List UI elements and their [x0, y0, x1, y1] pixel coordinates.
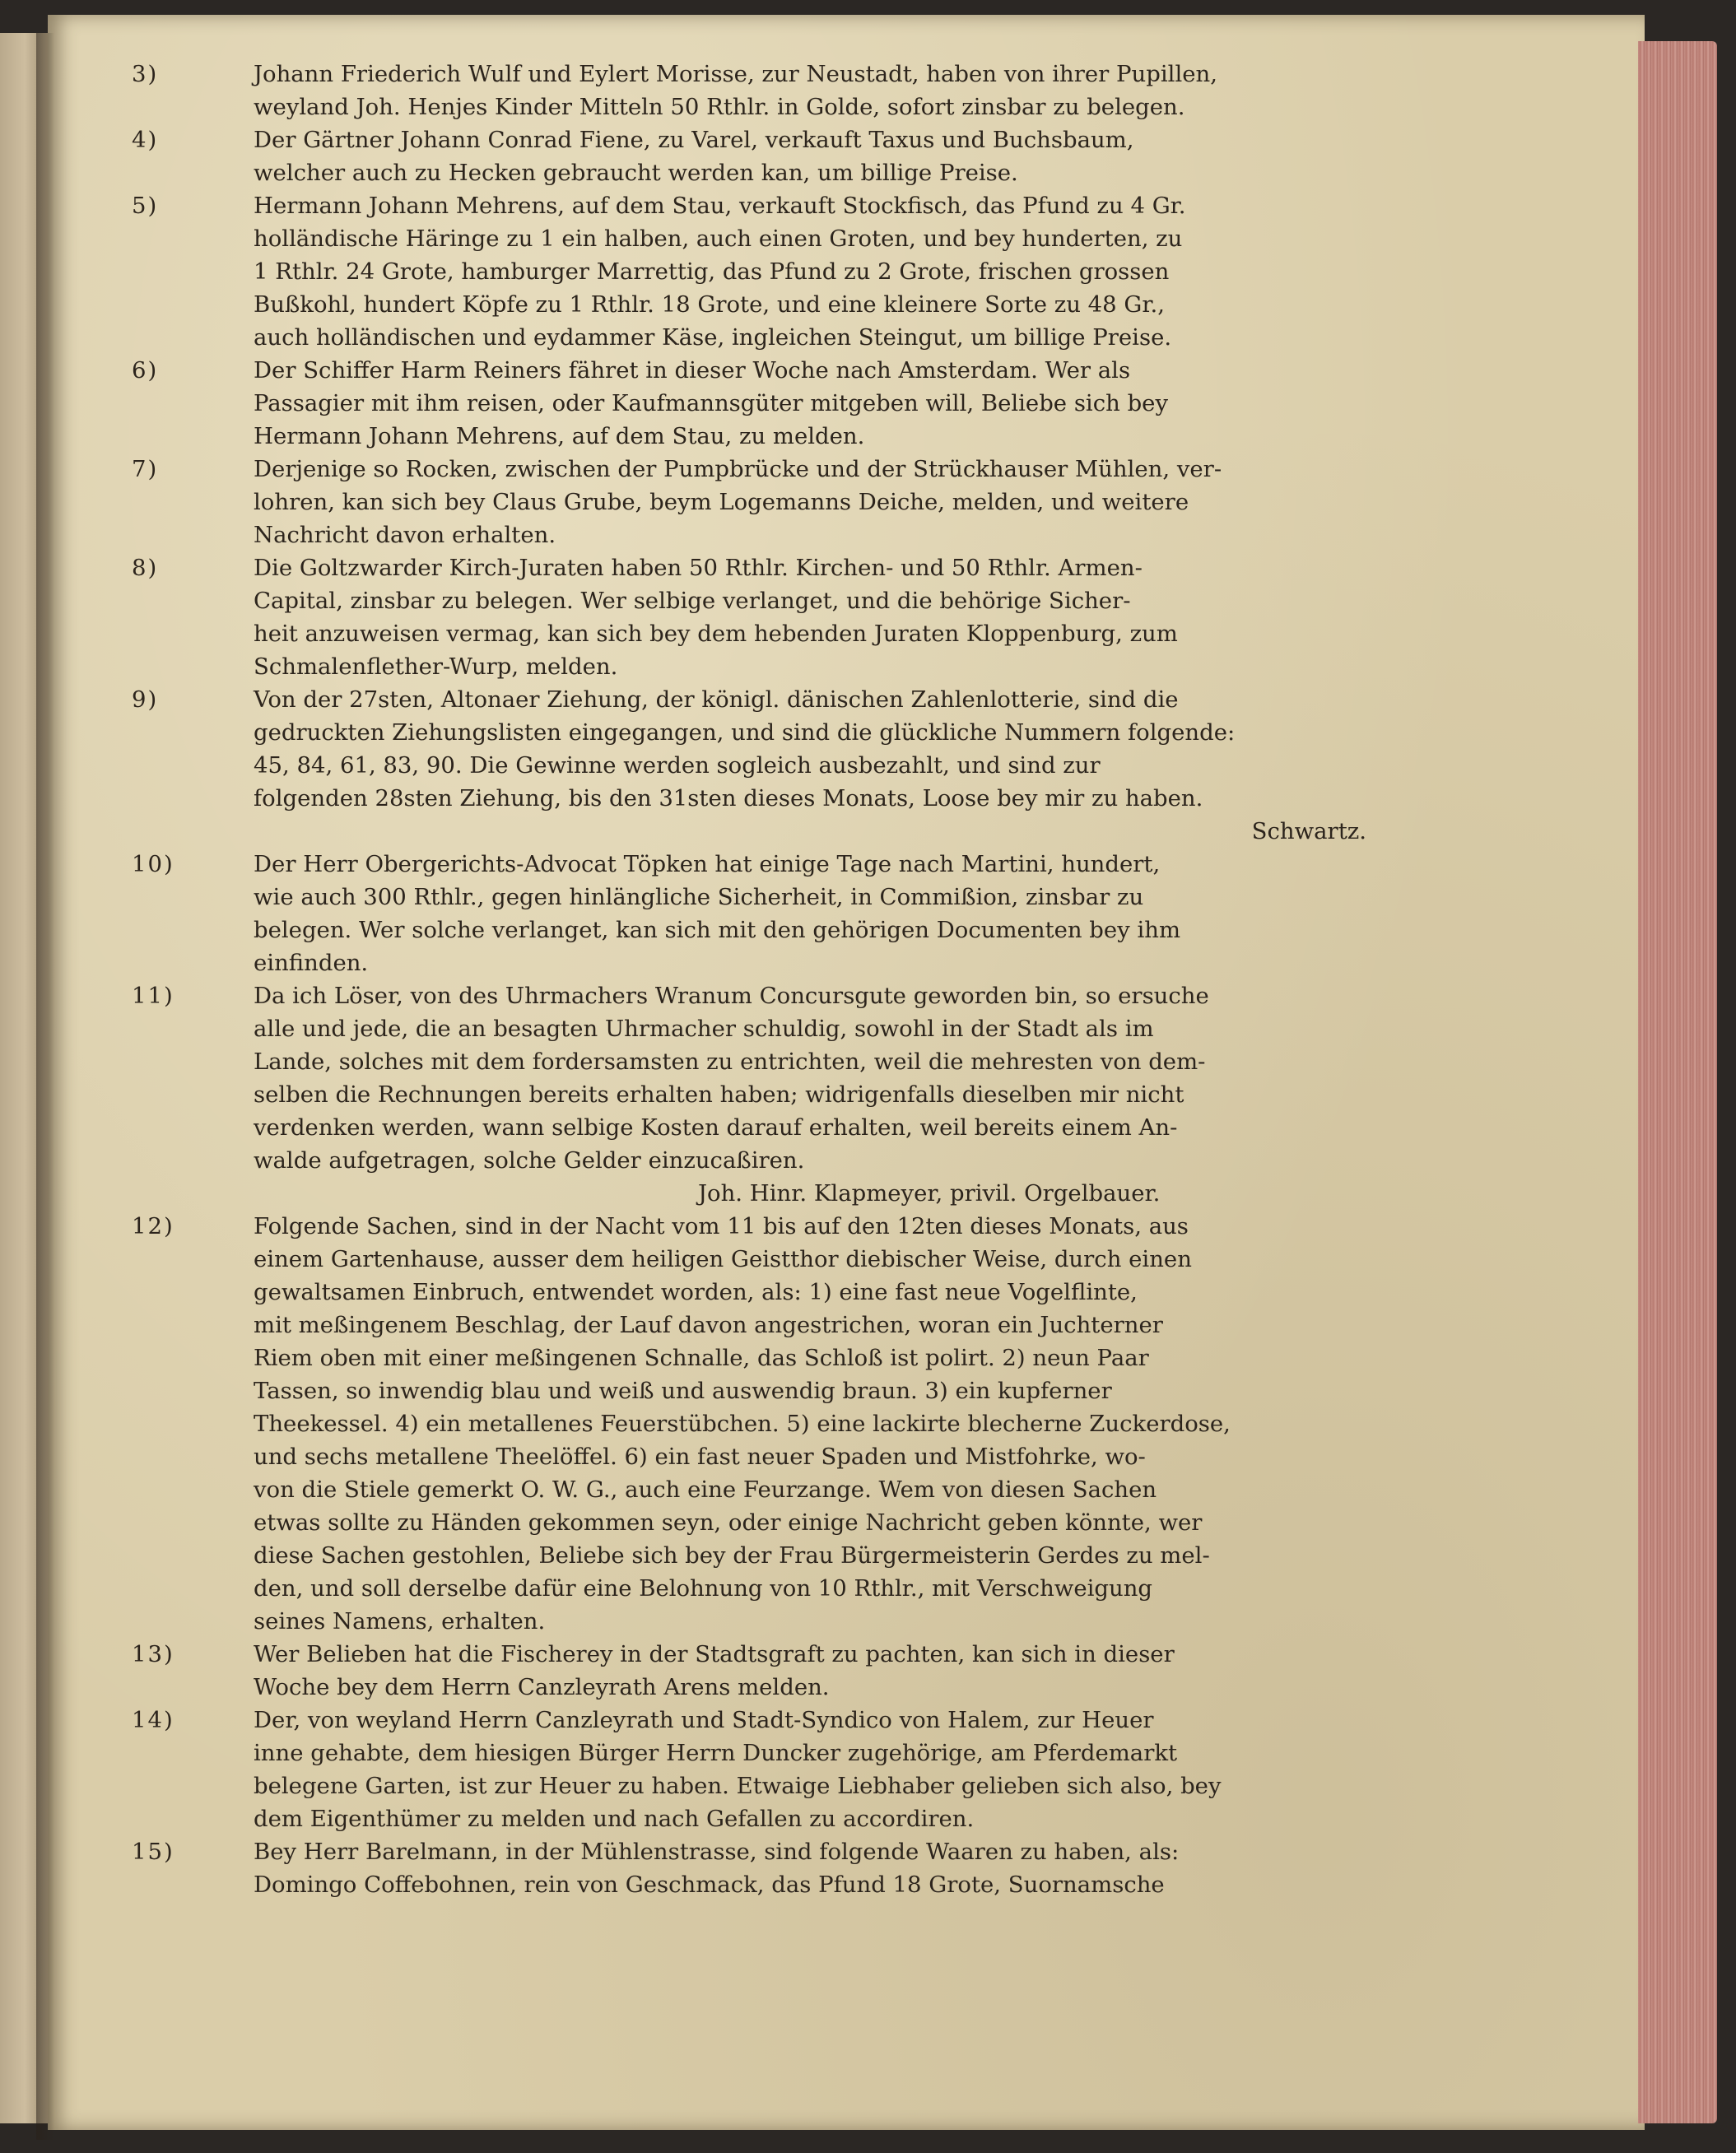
notice-entry — [132, 1835, 1399, 1901]
notice-line: den, und soll derselbe dafür eine Belohnung von 10 Rthlr., mit Verschweigung — [254, 1575, 1153, 1602]
notice-entry — [132, 551, 1399, 683]
notice-number: 12) — [132, 1213, 175, 1239]
notice-number: 14) — [132, 1707, 175, 1733]
notice-line: Der, von weyland Herrn Canzleyrath und Stadt-Syndico von Halem, zur Heuer — [254, 1707, 1154, 1733]
notice-line: gedruckten Ziehungslisten eingegangen, und sind die glückliche Nummern folgende: — [254, 719, 1236, 746]
page-edges — [1638, 41, 1717, 2123]
notice-line: mit meßingenem Beschlag, der Lauf davon angestrichen, woran ein Juchterner — [254, 1312, 1163, 1338]
notice-line: Derjenige so Rocken, zwischen der Pumpbrücke und der Strückhauser Mühlen, ver- — [254, 456, 1222, 482]
notice-line: seines Namens, erhalten. — [254, 1608, 546, 1635]
notice-line: selben die Rechnungen bereits erhalten haben; widrigenfalls dieselben mir nicht — [254, 1081, 1184, 1108]
notice-line: welcher auch zu Hecken gebraucht werden kan, um billige Preise. — [254, 160, 1018, 186]
notice-line: Der Schiffer Harm Reiners fähret in dieser Woche nach Amsterdam. Wer als — [254, 357, 1131, 384]
notice-line: Lande, solches mit dem fordersamsten zu entrichten, weil die mehresten von dem- — [254, 1049, 1206, 1075]
notice-line: einem Gartenhause, ausser dem heiligen Geistthor diebischer Weise, durch einen — [254, 1246, 1192, 1272]
book-gutter — [36, 33, 54, 2140]
notice-line: gewaltsamen Einbruch, entwendet worden, als: 1) eine fast neue Vogelflinte, — [254, 1279, 1138, 1305]
notice-line: holländische Häringe zu 1 ein halben, auch einen Groten, und bey hunderten, zu — [254, 226, 1183, 252]
notice-line: Tassen, so inwendig blau und weiß und auswendig braun. 3) ein kupferner — [254, 1378, 1112, 1404]
notice-number: 3) — [132, 61, 159, 87]
notice-line: Woche bey dem Herrn Canzleyrath Arens melden. — [254, 1674, 830, 1700]
notice-number: 11) — [132, 983, 175, 1009]
notice-line: belegene Garten, ist zur Heuer zu haben. Etwaige Liebhaber gelieben sich also, bey — [254, 1773, 1222, 1799]
notice-line: inne gehabte, dem hiesigen Bürger Herrn Duncker zugehörige, am Pferdemarkt — [254, 1740, 1178, 1766]
notice-line: Capital, zinsbar zu belegen. Wer selbige verlanget, und die behörige Sicher- — [254, 588, 1131, 614]
notice-entry — [132, 848, 1399, 979]
notice-number: 5) — [132, 193, 159, 219]
notice-line: Schmalenflether-Wurp, melden. — [254, 653, 618, 680]
notice-line: Theekessel. 4) ein metallenes Feuerstübchen. 5) eine lackirte blecherne Zuckerdose, — [254, 1411, 1231, 1437]
notice-entry — [132, 189, 1399, 354]
notice-line: wie auch 300 Rthlr., gegen hinlängliche Sicherheit, in Commißion, zinsbar zu — [254, 884, 1144, 910]
notice-entry — [132, 354, 1399, 453]
notice-line: dem Eigenthümer zu melden und nach Gefallen zu accordiren. — [254, 1806, 975, 1832]
notice-line: Die Goltzwarder Kirch-Juraten haben 50 Rthlr. Kirchen- und 50 Rthlr. Armen- — [254, 555, 1143, 581]
notice-line: Passagier mit ihm reisen, oder Kaufmannsgüter mitgeben will, Beliebe sich bey — [254, 390, 1168, 416]
notice-line: heit anzuweisen vermag, kan sich bey dem hebenden Juraten Kloppenburg, zum — [254, 621, 1178, 647]
notice-line: Folgende Sachen, sind in der Nacht vom 11 bis auf den 12ten dieses Monats, aus — [254, 1213, 1189, 1239]
notice-signature: Joh. Hinr. Klapmeyer, privil. Orgelbauer. — [698, 1180, 1161, 1207]
notice-entry — [132, 1704, 1399, 1835]
notice-line: alle und jede, die an besagten Uhrmacher schuldig, sowohl in der Stadt als im — [254, 1016, 1154, 1042]
notice-entry — [132, 453, 1399, 551]
notice-number: 15) — [132, 1839, 175, 1865]
notice-line: Der Gärtner Johann Conrad Fiene, zu Varel, verkauft Taxus und Buchsbaum, — [254, 127, 1134, 153]
notice-line: Von der 27sten, Altonaer Ziehung, der königl. dänischen Zahlenlotterie, sind die — [254, 686, 1179, 713]
notice-number: 8) — [132, 555, 159, 581]
notice-entry — [132, 683, 1399, 848]
notice-line: Hermann Johann Mehrens, auf dem Stau, verkauft Stockfisch, das Pfund zu 4 Gr. — [254, 193, 1186, 219]
notice-line: walde aufgetragen, solche Gelder einzucaßiren. — [254, 1147, 805, 1174]
notice-line: Wer Belieben hat die Fischerey in der Stadtsgraft zu pachten, kan sich in dieser — [254, 1641, 1175, 1667]
notice-entry — [132, 58, 1399, 123]
notice-number: 10) — [132, 851, 175, 877]
notice-line: Riem oben mit einer meßingenen Schnalle, das Schloß ist polirt. 2) neun Paar — [254, 1345, 1149, 1371]
notice-line: einfinden. — [254, 950, 369, 976]
notice-line: folgenden 28sten Ziehung, bis den 31sten dieses Monats, Loose bey mir zu haben. — [254, 785, 1203, 811]
notice-entry — [132, 123, 1399, 189]
notice-line: diese Sachen gestohlen, Beliebe sich bey der Frau Bürgermeisterin Gerdes zu mel- — [254, 1542, 1210, 1569]
notice-line: Hermann Johann Mehrens, auf dem Stau, zu melden. — [254, 423, 865, 449]
notice-line: belegen. Wer solche verlanget, kan sich mit den gehörigen Documenten bey ihm — [254, 917, 1181, 943]
notice-line: 45, 84, 61, 83, 90. Die Gewinne werden sogleich ausbezahlt, und sind zur — [254, 752, 1101, 779]
notice-number: 9) — [132, 686, 159, 713]
notice-number: 13) — [132, 1641, 175, 1667]
notice-line: etwas sollte zu Händen gekommen seyn, oder einige Nachricht geben könnte, wer — [254, 1509, 1203, 1536]
notice-number: 4) — [132, 127, 159, 153]
notice-signature: Schwartz. — [1251, 818, 1366, 844]
notice-line: verdenken werden, wann selbige Kosten darauf erhalten, weil bereits einem An- — [254, 1114, 1178, 1141]
notice-entry — [132, 979, 1399, 1210]
notice-entry — [132, 1210, 1399, 1638]
notice-line: Da ich Löser, von des Uhrmachers Wranum Concursgute geworden bin, so ersuche — [254, 983, 1209, 1009]
notice-line: lohren, kan sich bey Claus Grube, beym Logemanns Deiche, melden, und weitere — [254, 489, 1189, 515]
notice-number: 6) — [132, 357, 159, 384]
notice-line: auch holländischen und eydammer Käse, ingleichen Steingut, um billige Preise. — [254, 324, 1172, 351]
notice-entry — [132, 1638, 1399, 1704]
notice-line: und sechs metallene Theelöffel. 6) ein fast neuer Spaden und Mistfohrke, wo- — [254, 1444, 1146, 1470]
notice-line: Bußkohl, hundert Köpfe zu 1 Rthlr. 18 Grote, und eine kleinere Sorte zu 48 Gr., — [254, 291, 1165, 318]
notice-line: Bey Herr Barelmann, in der Mühlenstrasse, sind folgende Waaren zu haben, als: — [254, 1839, 1180, 1865]
notice-line: Der Herr Obergerichts-Advocat Töpken hat einige Tage nach Martini, hundert, — [254, 851, 1161, 877]
notice-line: Johann Friederich Wulf und Eylert Morisse, zur Neustadt, haben von ihrer Pupillen, — [254, 61, 1217, 87]
text-block — [132, 58, 1399, 1901]
notice-line: Nachricht davon erhalten. — [254, 522, 556, 548]
notice-line: weyland Joh. Henjes Kinder Mitteln 50 Rthlr. in Golde, sofort zinsbar zu belegen. — [254, 94, 1185, 120]
notice-number: 7) — [132, 456, 159, 482]
notice-line: von die Stiele gemerkt O. W. G., auch eine Feurzange. Wem von diesen Sachen — [254, 1476, 1157, 1503]
notice-line: 1 Rthlr. 24 Grote, hamburger Marrettig, das Pfund zu 2 Grote, frischen grossen — [254, 258, 1170, 285]
notice-line: Domingo Coffebohnen, rein von Geschmack, das Pfund 18 Grote, Suornamsche — [254, 1872, 1165, 1898]
